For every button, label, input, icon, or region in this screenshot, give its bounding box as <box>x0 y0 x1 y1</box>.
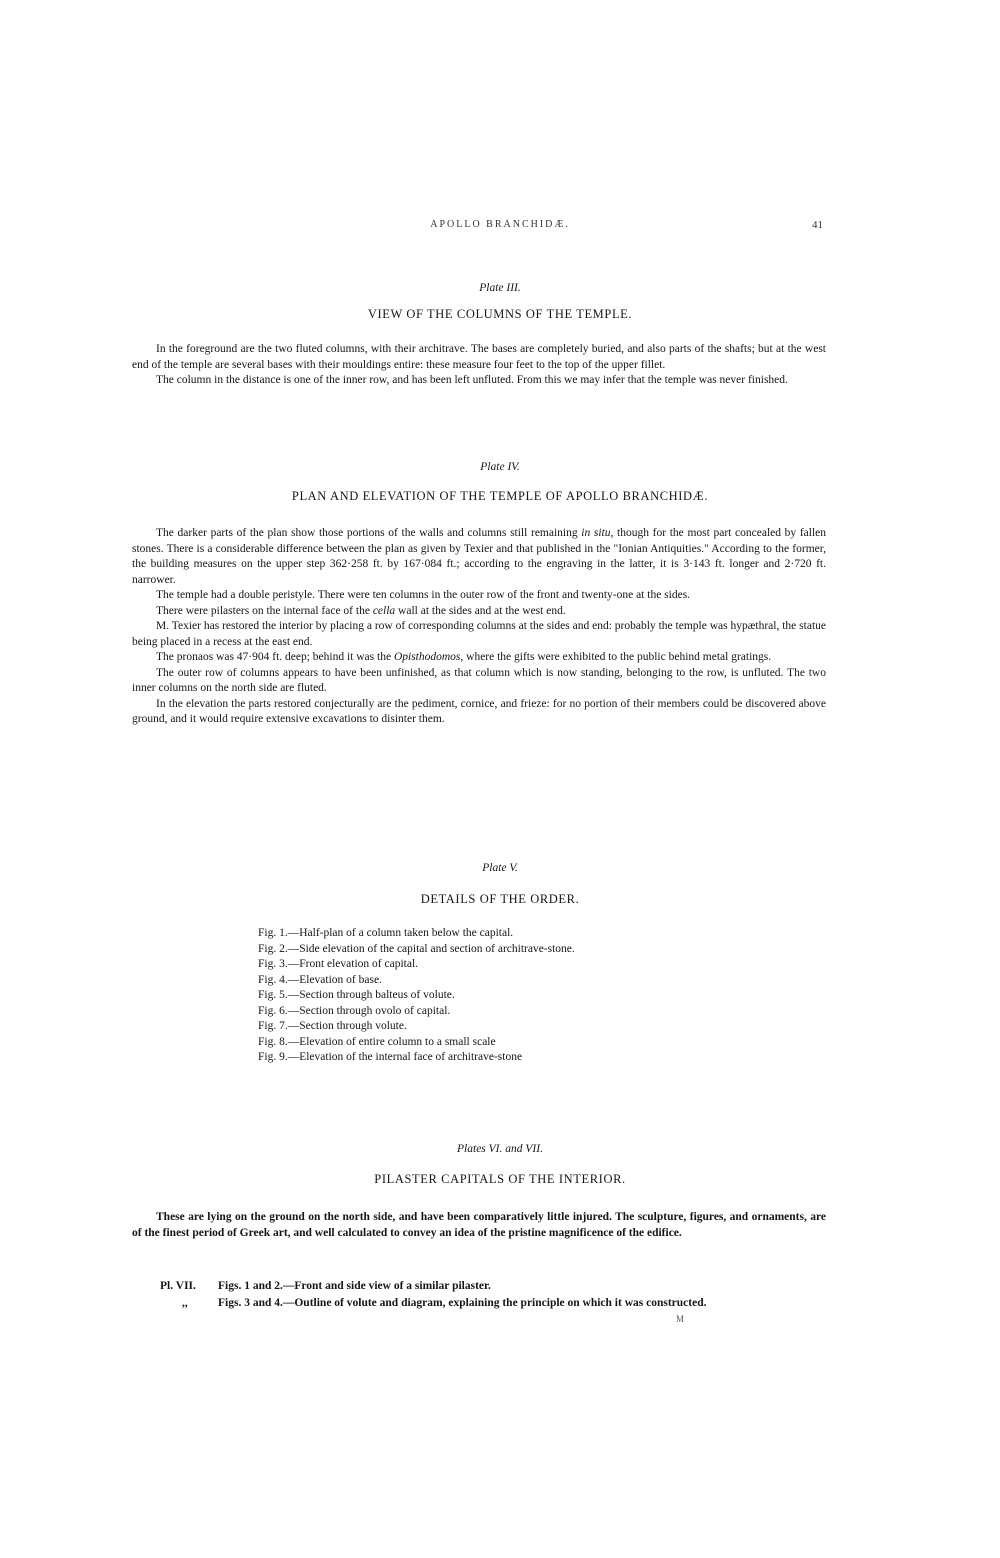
plate-label-iii: Plate III. <box>479 282 521 294</box>
printer-signature: M <box>676 1314 685 1324</box>
figure-list <box>258 926 818 1066</box>
section-title-plate-v: DETAILS OF THE ORDER. <box>420 892 580 906</box>
plate-reference-text: Figs. 3 and 4.—Outline of volute and diagram, explaining the principle on which it was constructed. <box>218 1296 707 1309</box>
plate-reference-text: Figs. 1 and 2.—Front and side view of a similar pilaster. <box>218 1280 491 1292</box>
paragraph: The darker parts of the plan show those portions of the walls and columns still remaining in situ, though for the most part concealed by fallen stones. There is a considerable difference between the plan as given by Texier and that published in the "Ionian Antiquities." According to the former, the building measures on the upper step 362·258 ft. by 167·084 ft.; according to the engraving in the latter, it is 3·143 ft. longer and 2·720 ft. narrower. <box>132 527 827 586</box>
section-body-plate-iii <box>132 342 826 389</box>
plate-label-iv: Plate IV. <box>480 461 520 473</box>
running-head: APOLLO BRANCHIDÆ. <box>430 219 570 230</box>
list-item: Fig. 7.—Section through volute. <box>258 1020 407 1032</box>
plate-reference-key: Pl. VII. <box>160 1280 196 1292</box>
paragraph: The pronaos was 47·904 ft. deep; behind it was the Opisthodomos, where the gifts were exhibited to the public behind metal gratings. <box>156 651 772 663</box>
list-item: Fig. 6.—Section through ovolo of capital. <box>258 1004 451 1017</box>
paragraph: There were pilasters on the internal face of the cella wall at the sides and at the west end. <box>156 604 566 617</box>
paragraph: In the foreground are the two fluted columns, with their architrave. The bases are completely buried, and also parts of the shafts; but at the west end of the temple are several bases with their mouldings entire: these measure four feet to the top of the upper fillet. <box>132 343 826 371</box>
section-body-plate-iv <box>132 526 826 728</box>
list-item: Fig. 4.—Elevation of base. <box>258 973 382 986</box>
section-title-plate-iv: PLAN AND ELEVATION OF THE TEMPLE OF APOLLO BRANCHIDÆ. <box>291 489 709 503</box>
list-item: Fig. 3.—Front elevation of capital. <box>258 958 419 970</box>
plate-label-vi-vii: Plates VI. and VII. <box>457 1143 543 1155</box>
paragraph: These are lying on the ground on the north side, and have been comparatively little injured. The sculpture, figures, and ornaments, are of the finest period of Greek art, and well calculated to convey an idea of the pristine magnificence of the edifice. <box>132 1211 826 1239</box>
list-item: Fig. 8.—Elevation of entire column to a small scale <box>258 1035 496 1048</box>
paragraph: The temple had a double peristyle. There were ten columns in the outer row of the front and twenty-one at the sides. <box>156 589 691 601</box>
paragraph: The column in the distance is one of the inner row, and has been left unfluted. From this we may infer that the temple was never finished. <box>156 374 788 386</box>
page-number: 41 <box>812 219 823 231</box>
paragraph: M. Texier has restored the interior by placing a row of corresponding columns at the sides and end: probably the temple was hypæthral, the statue being placed in a recess at the east end. <box>132 620 826 648</box>
section-title-plate-iii: VIEW OF THE COLUMNS OF THE TEMPLE. <box>367 307 633 321</box>
list-item: Fig. 1.—Half-plan of a column taken below the capital. <box>258 927 514 939</box>
paragraph: In the elevation the parts restored conjecturally are the pediment, cornice, and frieze: for no portion of their members could be discovered above ground, and it would require extensive excavations to disinter them. <box>132 697 826 725</box>
section-title-plates-vi-vii: PILASTER CAPITALS OF THE INTERIOR. <box>374 1172 626 1186</box>
list-item: Fig. 2.—Side elevation of the capital and section of architrave-stone. <box>258 942 575 955</box>
plate-reference-row <box>160 1278 830 1295</box>
plate-reference-key: ,, <box>182 1296 188 1309</box>
plate-reference-row <box>160 1295 830 1312</box>
list-item: Fig. 9.—Elevation of the internal face of architrave-stone <box>258 1051 523 1063</box>
plate-label-v: Plate V. <box>482 862 518 874</box>
paragraph: The outer row of columns appears to have been unfinished, as that column which is now standing, belonging to the row, is unfluted. The two inner columns on the north side are fluted. <box>132 666 826 694</box>
plate-references <box>160 1278 830 1311</box>
list-item: Fig. 5.—Section through balteus of volute. <box>258 989 455 1001</box>
section-body-plates-vi-vii <box>132 1210 826 1241</box>
